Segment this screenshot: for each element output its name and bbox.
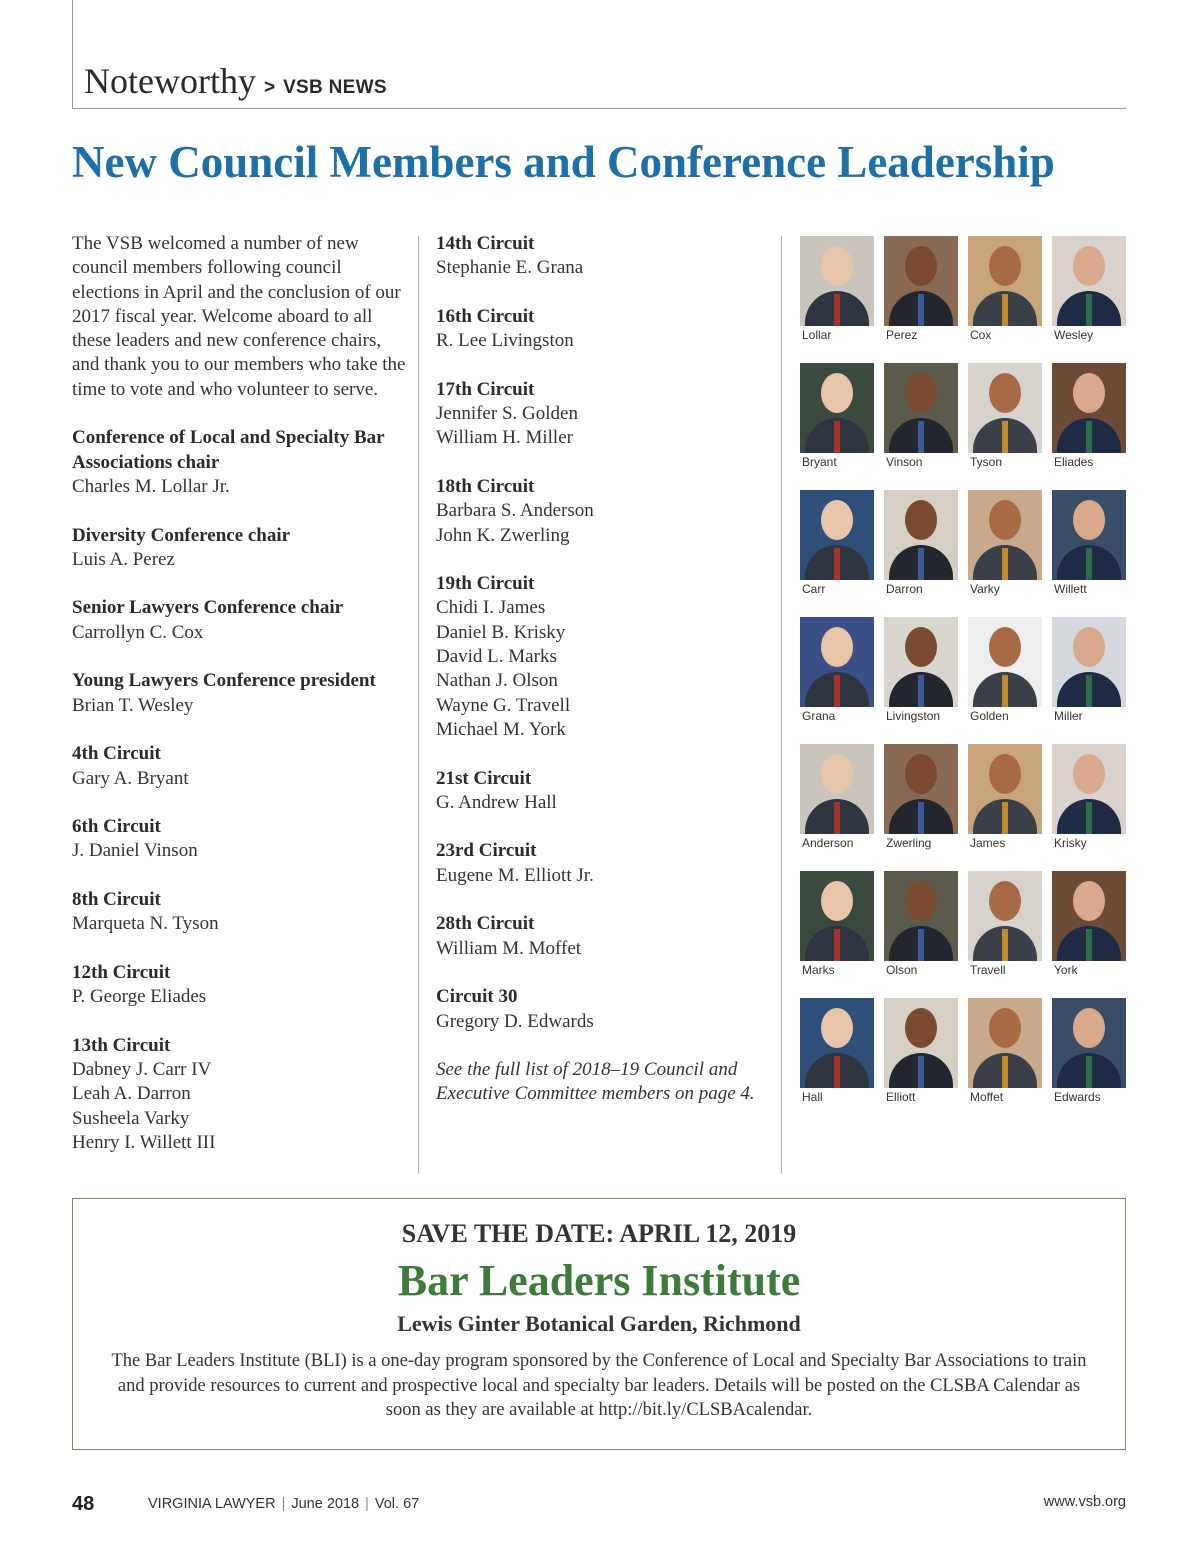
event-description: The Bar Leaders Institute (BLI) is a one-day program sponsored by the Conference of Local and Specialty Bar Associations to train and provide resources to current and prospective local and specialty bar leaders. Details will be posted on the CLSBA Calendar as soon as they are available at http://bit.ly/CLSBAcalendar. [111,1351,1087,1420]
top-vertical-rule [72,0,73,108]
roster-block [436,475,766,548]
roster-block [72,596,408,645]
member-photo-card [884,998,960,1108]
roster-heading: Diversity Conference chair [72,524,291,546]
member-name: Charles M. Lollar Jr. [72,475,230,497]
intro-paragraph: The VSB welcomed a number of new council members following council elections in April and the conclusion of our 2017 fiscal year. Welcome aboard to all these leaders and new conference chairs, and thank you to our members who take the time to vote and who volunteer to serve. [72,233,406,400]
photo-caption: Wesley [1054,328,1094,342]
photo-caption: Golden [970,709,1009,723]
roster-block [72,426,408,499]
roster-block [72,524,408,573]
roster-heading: 12th Circuit [72,961,171,983]
portrait-photo [968,490,1042,580]
portrait-photo [884,998,958,1088]
subsection-name: VSB NEWS [283,77,387,98]
member-name: Brian T. Wesley [72,694,194,716]
portrait-photo [884,363,958,453]
roster-heading: 16th Circuit [436,305,535,327]
member-photo-card [884,363,960,473]
roster-block [436,985,766,1034]
portrait-photo [800,617,874,707]
member-photo-card [1052,998,1128,1108]
roster-heading: 21st Circuit [436,767,532,789]
left-column-list [72,426,408,1155]
roster-block [72,1034,408,1155]
photo-caption: James [970,836,1006,850]
member-name: Nathan J. Olson [436,670,558,692]
photo-caption: Elliott [886,1090,916,1104]
member-photo-card [800,617,876,727]
member-name: G. Andrew Hall [436,791,557,813]
footer-divider: | [281,1496,286,1512]
photo-caption: Travell [970,963,1006,977]
member-photo-card [1052,236,1128,346]
photo-caption: Grana [802,709,836,723]
member-name: Jennifer S. Golden [436,403,578,425]
page-number: 48 [72,1493,95,1515]
photo-caption: Krisky [1054,836,1087,850]
member-photo-card [884,744,960,854]
member-photo-card [1052,744,1128,854]
portrait-photo [884,744,958,834]
photo-caption: Zwerling [886,836,932,850]
photo-caption: Miller [1054,709,1083,723]
member-name: Wayne G. Travell [436,694,571,716]
roster-heading: 4th Circuit [72,743,161,765]
roster-block [436,572,766,742]
member-photo-card [968,236,1044,346]
member-name: Leah A. Darron [72,1083,191,1105]
column-divider [418,236,419,1174]
left-column [72,232,408,1180]
portrait-photo [1052,363,1126,453]
member-name: Daniel B. Krisky [436,621,566,643]
member-name: Barbara S. Anderson [436,500,594,522]
member-name: Carrollyn C. Cox [72,621,204,643]
photo-caption: Bryant [802,455,837,469]
photo-caption: Anderson [802,836,854,850]
roster-heading: 13th Circuit [72,1034,171,1056]
roster-block [436,767,766,816]
roster-heading: Circuit 30 [436,986,518,1008]
roster-block [72,961,408,1010]
roster-block [72,742,408,791]
photo-caption: Moffet [970,1090,1004,1104]
member-photo-card [800,998,876,1108]
event-venue: Lewis Ginter Botanical Garden, Richmond [397,1311,801,1336]
photo-caption: Cox [970,328,992,342]
member-name: David L. Marks [436,646,557,668]
member-photo-card [968,998,1044,1108]
roster-heading: 19th Circuit [436,573,535,595]
member-photo-card [800,490,876,600]
portrait-photo [1052,744,1126,834]
portrait-photo [968,744,1042,834]
member-name: William M. Moffet [436,937,582,959]
member-photo-card [968,871,1044,981]
member-photo-card [1052,363,1128,473]
roster-heading: Young Lawyers Conference president [72,670,376,692]
photo-caption: Marks [802,963,835,977]
roster-block [436,305,766,354]
member-name: Marqueta N. Tyson [72,913,219,935]
roster-block [436,912,766,961]
roster-block [436,232,766,281]
portrait-photo [968,998,1042,1088]
middle-column-list [436,232,766,1034]
roster-heading: 14th Circuit [436,233,535,254]
portrait-photo [800,871,874,961]
roster-block [436,839,766,888]
article-title: New Council Members and Conference Leadership [72,137,1055,187]
member-photo-card [1052,871,1128,981]
roster-heading: 8th Circuit [72,889,161,911]
portrait-photo [800,490,874,580]
portrait-photo [1052,617,1126,707]
photo-caption: Perez [886,328,918,342]
portrait-photo [1052,871,1126,961]
member-photo-card [968,744,1044,854]
photo-caption: Edwards [1054,1090,1101,1104]
roster-heading: 17th Circuit [436,378,535,400]
volume: Vol. 67 [374,1496,420,1512]
breadcrumb-separator: > [263,77,276,98]
full-list-note: See the full list of 2018–19 Council and Executive Committee members on page 4. [436,1059,755,1105]
member-photo-card [800,236,876,346]
member-name: William H. Miller [436,427,573,449]
photo-caption: Carr [802,582,826,596]
roster-heading: 28th Circuit [436,913,535,935]
member-photo-card [884,617,960,727]
member-photo-card [1052,490,1128,600]
portrait-photo [800,236,874,326]
member-name: Gregory D. Edwards [436,1010,594,1032]
event-title: Bar Leaders Institute [397,1256,801,1305]
member-name: Henry I. Willett III [72,1131,216,1153]
portrait-photo [968,236,1042,326]
save-the-date-line: SAVE THE DATE: APRIL 12, 2019 [401,1219,797,1248]
member-photo-card [968,617,1044,727]
portrait-photo [884,490,958,580]
photo-caption: Eliades [1054,455,1094,469]
photo-caption: Willett [1054,582,1087,596]
photo-caption: Olson [886,963,918,977]
publication-name: VIRGINIA LAWYER [148,1496,276,1512]
header-rule [72,108,1126,109]
save-the-date-box [72,1198,1126,1450]
member-photo-card [884,490,960,600]
portrait-photo [1052,998,1126,1088]
member-name: R. Lee Livingston [436,330,574,352]
portrait-photo [1052,236,1126,326]
portrait-photo [968,871,1042,961]
photo-caption: Darron [886,582,923,596]
roster-block [72,815,408,864]
photo-caption: Vinson [886,455,923,469]
roster-heading: 23rd Circuit [436,840,537,862]
website-link[interactable]: www.vsb.org [1043,1494,1126,1510]
member-name: Chidi I. James [436,597,546,619]
member-photo-card [1052,617,1128,727]
member-name: Michael M. York [436,718,566,740]
portrait-photo [1052,490,1126,580]
column-divider [781,236,782,1174]
member-name: Dabney J. Carr IV [72,1059,212,1081]
photo-caption: Livingston [886,709,941,723]
issue-date: June 2018 [291,1496,360,1512]
portrait-photo [884,617,958,707]
publication-info [148,1496,419,1512]
middle-column [436,232,766,1107]
member-name: Stephanie E. Grana [436,257,584,279]
portrait-photo [800,363,874,453]
photo-caption: Lollar [802,328,832,342]
roster-block [72,669,408,718]
member-photo-card [968,490,1044,600]
member-name: John K. Zwerling [436,524,570,546]
section-name: Noteworthy [84,61,256,101]
footer-divider: | [365,1496,369,1512]
member-name: Luis A. Perez [72,548,175,570]
member-photo-card [884,236,960,346]
member-name: J. Daniel Vinson [72,840,198,862]
member-name: P. George Eliades [72,986,207,1008]
member-name: Eugene M. Elliott Jr. [436,864,594,886]
portrait-photo [968,363,1042,453]
portrait-photo [968,617,1042,707]
member-name: Gary A. Bryant [72,767,189,789]
member-name: Susheela Varky [72,1107,190,1129]
portrait-photo [800,744,874,834]
photo-caption: York [1054,963,1078,977]
photo-caption: Hall [802,1090,823,1104]
portrait-photo [800,998,874,1088]
member-photo-card [800,363,876,473]
roster-heading: Conference of Local and Specialty Bar Associations chair [72,427,385,473]
roster-heading: 18th Circuit [436,475,535,497]
portrait-photo [884,871,958,961]
member-photo-card [884,871,960,981]
roster-heading: Senior Lawyers Conference chair [72,597,344,619]
section-header [84,60,387,102]
photo-caption: Varky [970,582,1000,596]
roster-block [72,888,408,937]
member-photo-card [968,363,1044,473]
portrait-photo [884,236,958,326]
photo-caption: Tyson [970,455,1003,469]
roster-block [436,378,766,451]
member-photo-card [800,871,876,981]
roster-heading: 6th Circuit [72,816,161,838]
member-photo-card [800,744,876,854]
